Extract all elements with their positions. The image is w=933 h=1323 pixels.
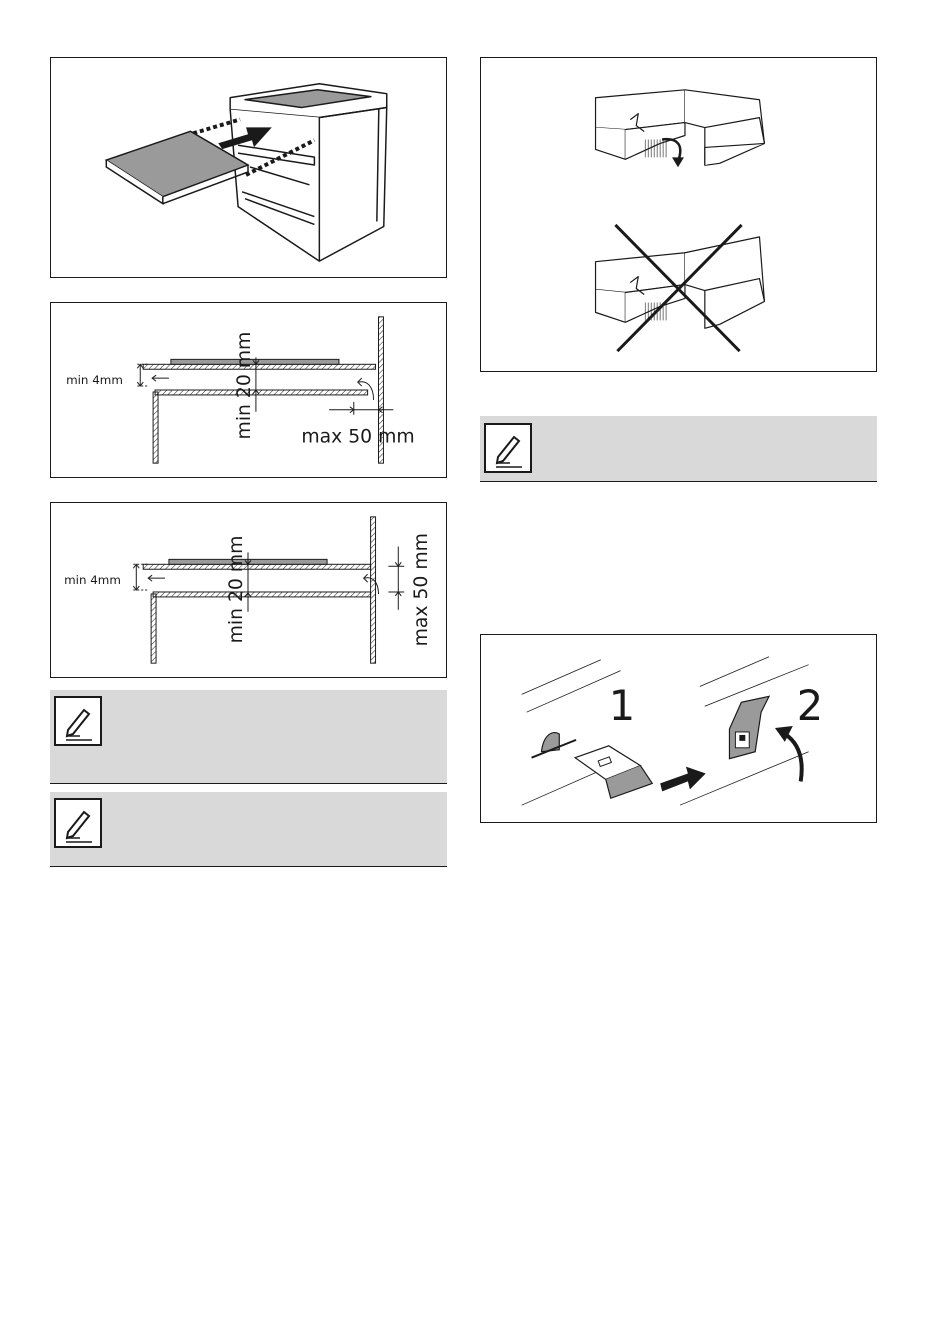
min-20mm-label: min 20 mm <box>226 535 248 644</box>
cross-section-diagram-1 <box>51 303 446 477</box>
min-20mm-label: min 20 mm <box>233 331 255 440</box>
note-box-1 <box>50 690 447 784</box>
pencil-note-icon <box>54 696 104 748</box>
cross-section-figure-1 <box>50 302 447 478</box>
note-box-3 <box>480 416 877 482</box>
bracket-steps-illustration <box>481 635 876 822</box>
bracket-steps-figure <box>480 634 877 823</box>
seal-joint-figure <box>480 57 877 372</box>
step-2-number: 2 <box>796 681 824 731</box>
pencil-note-icon <box>54 798 104 850</box>
note-box-2 <box>50 792 447 867</box>
step-1-number: 1 <box>608 681 636 731</box>
min-4mm-label: min 4mm <box>64 573 121 588</box>
cross-section-diagram-2 <box>51 503 446 677</box>
pencil-note-icon <box>484 423 534 475</box>
max-50mm-label: max 50 mm <box>410 533 432 647</box>
cabinet-illustration <box>51 58 446 277</box>
cabinet-figure <box>50 57 447 278</box>
seal-joint-illustration <box>481 58 876 371</box>
max-50mm-label: max 50 mm <box>301 426 415 448</box>
cross-section-figure-2 <box>50 502 447 678</box>
min-4mm-label: min 4mm <box>66 373 123 388</box>
